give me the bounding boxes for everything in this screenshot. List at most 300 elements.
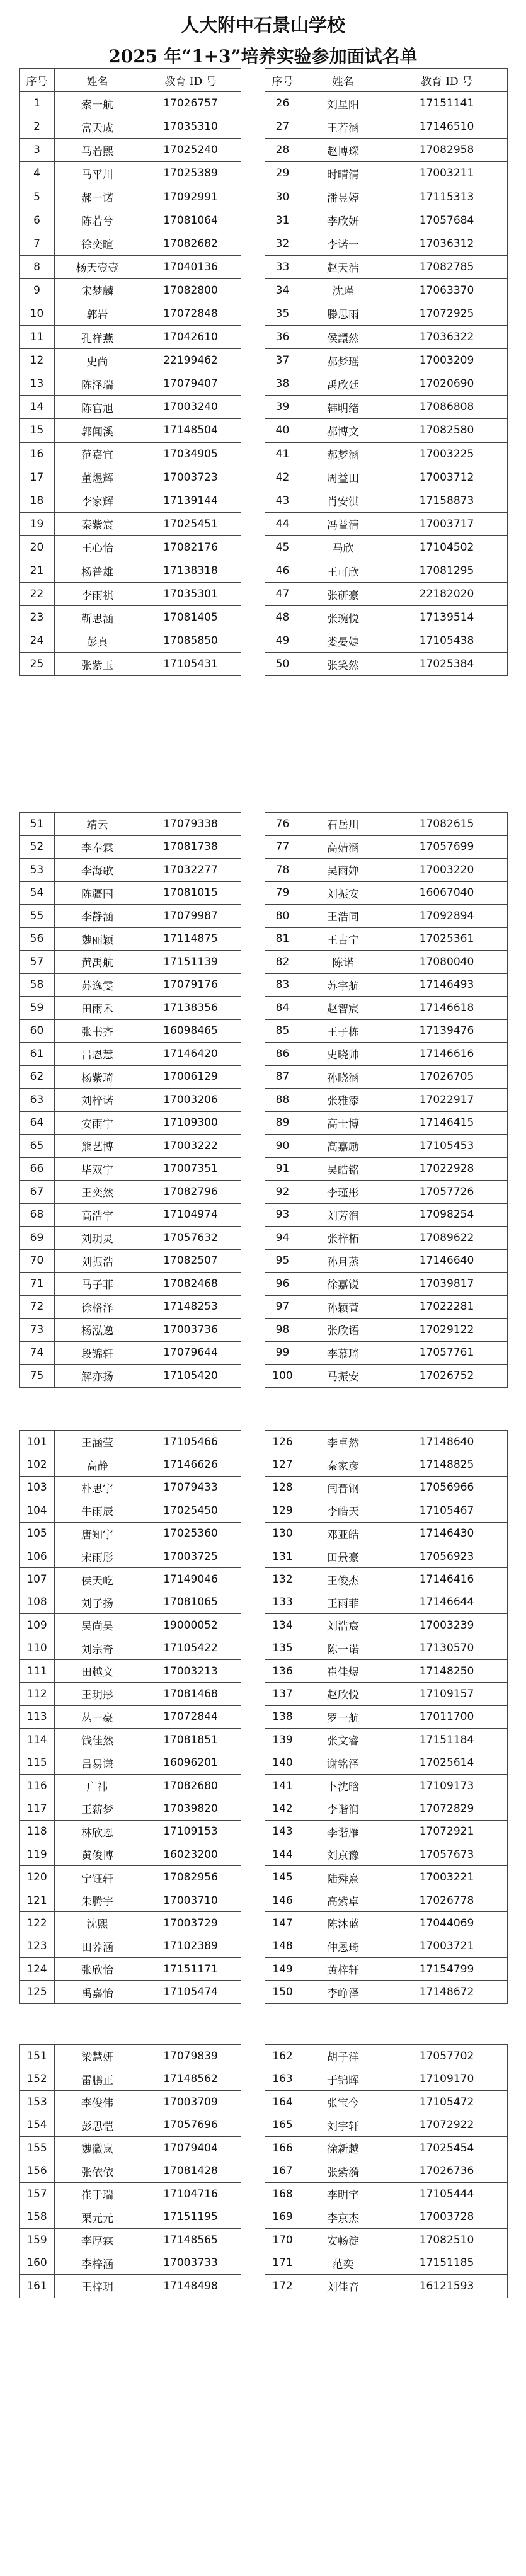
education-id: 17151141: [386, 92, 508, 115]
table-row: [20, 1889, 508, 1911]
table-row: [20, 209, 508, 232]
education-id: 17151171: [140, 1957, 241, 1980]
column-gap: [241, 1843, 265, 1866]
education-id: 17057696: [140, 2114, 241, 2137]
column-gap: [241, 1774, 265, 1797]
student-name: 史晓帅: [300, 1043, 386, 1066]
education-id: 17003709: [140, 2091, 241, 2114]
seq-number: 171: [265, 2252, 300, 2275]
student-name: 李明宇: [300, 2183, 386, 2206]
roster-table-4: [19, 2044, 508, 2298]
education-id: 17105420: [140, 1365, 241, 1388]
table-row: [20, 1866, 508, 1889]
education-id: 17026736: [386, 2160, 508, 2183]
student-name: 滕思雨: [300, 302, 386, 325]
education-id: 17022281: [386, 1295, 508, 1319]
student-name: 苏逸雯: [55, 973, 140, 997]
student-name: 赵天浩: [300, 255, 386, 278]
education-id: 17020690: [386, 372, 508, 396]
student-name: 卜沈晗: [300, 1774, 386, 1797]
seq-number: 32: [265, 232, 300, 255]
education-id: 17039817: [386, 1273, 508, 1296]
table-row: [20, 1751, 508, 1774]
column-gap: [241, 927, 265, 951]
education-id: 17022917: [386, 1089, 508, 1112]
student-name: 牛雨辰: [55, 1499, 140, 1522]
seq-number: 85: [265, 1019, 300, 1043]
column-gap: [241, 1957, 265, 1980]
header-name: 姓名: [55, 69, 140, 92]
student-name: 李厚霖: [55, 2229, 140, 2252]
column-gap: [241, 1912, 265, 1935]
column-gap: [241, 1043, 265, 1066]
education-id: 17057761: [386, 1341, 508, 1365]
seq-number: 9: [20, 278, 55, 302]
student-name: 杨紫琦: [55, 1065, 140, 1089]
student-name: 毕双宁: [55, 1157, 140, 1181]
seq-number: 164: [265, 2091, 300, 2114]
education-id: 17149046: [140, 1568, 241, 1591]
table-row: [20, 951, 508, 974]
seq-number: 81: [265, 927, 300, 951]
table-row: [20, 2068, 508, 2091]
column-gap: [241, 512, 265, 535]
education-id: 17003220: [386, 859, 508, 882]
table-row: [20, 1912, 508, 1935]
column-gap: [241, 255, 265, 278]
education-id: 22182020: [386, 583, 508, 606]
column-gap: [241, 1499, 265, 1522]
education-id: 17003729: [140, 1912, 241, 1935]
seq-number: 16: [20, 442, 55, 466]
column-gap: [241, 1319, 265, 1342]
seq-number: 57: [20, 951, 55, 974]
student-name: 丛一豪: [55, 1705, 140, 1728]
column-gap: [241, 372, 265, 396]
table-row: [20, 1135, 508, 1158]
education-id: 16098465: [140, 1019, 241, 1043]
education-id: 17082785: [386, 255, 508, 278]
seq-number: 12: [20, 349, 55, 372]
seq-number: 83: [265, 973, 300, 997]
table-row: [20, 1431, 508, 1453]
student-name: 时晴清: [300, 162, 386, 185]
column-gap: [241, 278, 265, 302]
student-name: 李京杰: [300, 2206, 386, 2229]
column-gap: [241, 2252, 265, 2275]
education-id: 17079404: [140, 2137, 241, 2160]
education-id: 17003712: [386, 466, 508, 489]
seq-number: 34: [265, 278, 300, 302]
seq-number: 99: [265, 1341, 300, 1365]
seq-number: 22: [20, 583, 55, 606]
column-gap: [241, 1089, 265, 1112]
column-gap: [241, 442, 265, 466]
column-gap: [241, 139, 265, 162]
seq-number: 160: [20, 2252, 55, 2275]
education-id: 17003239: [386, 1614, 508, 1637]
student-name: 王薪梦: [55, 1797, 140, 1820]
student-name: 高嘉励: [300, 1135, 386, 1158]
student-name: 张宝今: [300, 2091, 386, 2114]
student-name: 吴皓铭: [300, 1157, 386, 1181]
student-name: 钱佳然: [55, 1729, 140, 1751]
education-id: 16067040: [386, 881, 508, 905]
education-id: 17081015: [140, 881, 241, 905]
student-name: 彭真: [55, 629, 140, 653]
column-gap: [241, 1203, 265, 1227]
seq-number: 90: [265, 1135, 300, 1158]
seq-number: 124: [20, 1957, 55, 1980]
table-row: [20, 1157, 508, 1181]
seq-number: 6: [20, 209, 55, 232]
seq-number: 86: [265, 1043, 300, 1066]
student-name: 王可欣: [300, 559, 386, 582]
student-name: 王雨菲: [300, 1591, 386, 1613]
education-id: 17146640: [386, 1249, 508, 1273]
student-name: 张书齐: [55, 1019, 140, 1043]
seq-number: 51: [20, 813, 55, 836]
student-name: 陈一诺: [300, 1637, 386, 1659]
column-gap: [241, 1476, 265, 1499]
column-gap: [241, 951, 265, 974]
seq-number: 25: [20, 653, 55, 676]
student-name: 郝一诺: [55, 185, 140, 209]
student-name: 陈疆国: [55, 881, 140, 905]
column-gap: [241, 1249, 265, 1273]
education-id: 17057673: [386, 1843, 508, 1866]
student-name: 田雨禾: [55, 997, 140, 1020]
education-id: 17022928: [386, 1157, 508, 1181]
seq-number: 61: [20, 1043, 55, 1066]
education-id: 17036322: [386, 326, 508, 349]
seq-number: 8: [20, 255, 55, 278]
student-name: 周益田: [300, 466, 386, 489]
table-row: [20, 583, 508, 606]
education-id: 17003225: [386, 442, 508, 466]
column-gap: [241, 606, 265, 629]
student-name: 宋梦麟: [55, 278, 140, 302]
student-name: 宋雨彤: [55, 1545, 140, 1567]
table-row: [20, 92, 508, 115]
education-id: 17003723: [140, 466, 241, 489]
education-id: 17003733: [140, 2252, 241, 2275]
column-gap: [241, 69, 265, 92]
education-id: 17081428: [140, 2160, 241, 2183]
education-id: 17104974: [140, 1203, 241, 1227]
seq-number: 167: [265, 2160, 300, 2183]
education-id: 17148504: [140, 419, 241, 442]
student-name: 张欣怡: [55, 1957, 140, 1980]
education-id: 17026757: [140, 92, 241, 115]
education-id: 17003710: [140, 1889, 241, 1911]
seq-number: 79: [265, 881, 300, 905]
table-row: [20, 1797, 508, 1820]
seq-number: 128: [265, 1476, 300, 1499]
seq-number: 2: [20, 115, 55, 139]
education-id: 17104502: [386, 535, 508, 559]
table-row: [20, 1273, 508, 1296]
seq-number: 14: [20, 396, 55, 419]
student-name: 梁慧妍: [55, 2045, 140, 2068]
education-id: 17026705: [386, 1065, 508, 1089]
student-name: 郝梦涵: [300, 442, 386, 466]
student-name: 杨普雄: [55, 559, 140, 582]
column-gap: [241, 1111, 265, 1135]
table-row: [20, 1614, 508, 1637]
seq-number: 153: [20, 2091, 55, 2114]
student-name: 肖安淇: [300, 489, 386, 512]
table-row: [20, 2206, 508, 2229]
student-name: 秦紫宸: [55, 512, 140, 535]
education-id: 17104716: [140, 2183, 241, 2206]
student-name: 陈官旭: [55, 396, 140, 419]
seq-number: 78: [265, 859, 300, 882]
education-id: 17079176: [140, 973, 241, 997]
education-id: 17003221: [386, 1866, 508, 1889]
student-name: 孙晓涵: [300, 1065, 386, 1089]
education-id: 17151185: [386, 2252, 508, 2275]
education-id: 16121593: [386, 2275, 508, 2298]
student-name: 刘佳音: [300, 2275, 386, 2298]
column-gap: [241, 653, 265, 676]
seq-number: 168: [265, 2183, 300, 2206]
student-name: 刘振安: [300, 881, 386, 905]
education-id: 17146416: [386, 1568, 508, 1591]
student-name: 李谐雁: [300, 1820, 386, 1843]
table-row: [20, 559, 508, 582]
student-name: 张紫漪: [300, 2160, 386, 2183]
column-gap: [241, 396, 265, 419]
student-name: 徐新越: [300, 2137, 386, 2160]
seq-number: 41: [265, 442, 300, 466]
seq-number: 44: [265, 512, 300, 535]
student-name: 高士博: [300, 1111, 386, 1135]
education-id: 17114875: [140, 927, 241, 951]
education-id: 17006129: [140, 1065, 241, 1089]
header-name: 姓名: [300, 69, 386, 92]
seq-number: 163: [265, 2068, 300, 2091]
seq-number: 105: [20, 1522, 55, 1545]
seq-number: 36: [265, 326, 300, 349]
column-gap: [241, 859, 265, 882]
student-name: 郝梦瑶: [300, 349, 386, 372]
seq-number: 172: [265, 2275, 300, 2298]
student-name: 安雨宁: [55, 1111, 140, 1135]
column-gap: [241, 1614, 265, 1637]
education-id: 17003240: [140, 396, 241, 419]
education-id: 17151195: [140, 2206, 241, 2229]
education-id: 17139514: [386, 606, 508, 629]
education-id: 17138356: [140, 997, 241, 1020]
column-gap: [241, 349, 265, 372]
seq-number: 132: [265, 1568, 300, 1591]
column-gap: [241, 1981, 265, 2003]
education-id: 17092894: [386, 905, 508, 928]
table-row: [20, 1249, 508, 1273]
table-row: [20, 1705, 508, 1728]
student-name: 朴思宇: [55, 1476, 140, 1499]
column-gap: [241, 629, 265, 653]
seq-number: 107: [20, 1568, 55, 1591]
student-name: 李静涵: [55, 905, 140, 928]
seq-number: 158: [20, 2206, 55, 2229]
seq-number: 150: [265, 1981, 300, 2003]
student-name: 崔佳煜: [300, 1659, 386, 1682]
seq-number: 19: [20, 512, 55, 535]
column-gap: [241, 1935, 265, 1957]
student-name: 杨泓逸: [55, 1319, 140, 1342]
seq-number: 66: [20, 1157, 55, 1181]
student-name: 闫晋钢: [300, 1476, 386, 1499]
header-id: 教育 ID 号: [140, 69, 241, 92]
table-row: [20, 973, 508, 997]
education-id: 17025384: [386, 653, 508, 676]
table-row: [20, 2114, 508, 2137]
column-gap: [241, 1227, 265, 1250]
table-row: [20, 1365, 508, 1388]
seq-number: 60: [20, 1019, 55, 1043]
column-gap: [241, 419, 265, 442]
student-name: 张雅添: [300, 1089, 386, 1112]
student-name: 马欣: [300, 535, 386, 559]
seq-number: 170: [265, 2229, 300, 2252]
education-id: 17148253: [140, 1295, 241, 1319]
seq-number: 73: [20, 1319, 55, 1342]
student-name: 熊艺博: [55, 1135, 140, 1158]
student-name: 史尚: [55, 349, 140, 372]
student-name: 徐奕暄: [55, 232, 140, 255]
seq-number: 77: [265, 835, 300, 859]
seq-number: 121: [20, 1889, 55, 1911]
student-name: 王奕然: [55, 1181, 140, 1204]
education-id: 17109170: [386, 2068, 508, 2091]
education-id: 17025361: [386, 927, 508, 951]
student-name: 侯譞然: [300, 326, 386, 349]
table-row: [20, 278, 508, 302]
column-gap: [241, 2275, 265, 2298]
student-name: 苏宇航: [300, 973, 386, 997]
education-id: 17072922: [386, 2114, 508, 2137]
student-name: 赵博琛: [300, 139, 386, 162]
education-id: 17086808: [386, 396, 508, 419]
column-gap: [241, 326, 265, 349]
column-gap: [241, 2229, 265, 2252]
education-id: 17105474: [140, 1981, 241, 2003]
education-id: 17105431: [140, 653, 241, 676]
student-name: 罗一航: [300, 1705, 386, 1728]
education-id: 17139476: [386, 1019, 508, 1043]
column-gap: [241, 1591, 265, 1613]
header-seq: 序号: [20, 69, 55, 92]
education-id: 17082615: [386, 813, 508, 836]
student-name: 娄晏婕: [300, 629, 386, 653]
education-id: 17081064: [140, 209, 241, 232]
student-name: 孔祥燕: [55, 326, 140, 349]
education-id: 17039820: [140, 1797, 241, 1820]
education-id: 17139144: [140, 489, 241, 512]
education-id: 17151139: [140, 951, 241, 974]
student-name: 王浩同: [300, 905, 386, 928]
education-id: 17146616: [386, 1043, 508, 1066]
student-name: 于锦晖: [300, 2068, 386, 2091]
seq-number: 154: [20, 2114, 55, 2137]
education-id: 17082510: [386, 2229, 508, 2252]
table-row: [20, 1522, 508, 1545]
table-row: [20, 466, 508, 489]
seq-number: 43: [265, 489, 300, 512]
seq-number: 129: [265, 1499, 300, 1522]
column-gap: [241, 1820, 265, 1843]
education-id: 17079338: [140, 813, 241, 836]
roster-table-1: [19, 68, 508, 676]
student-name: 郭闻溪: [55, 419, 140, 442]
student-name: 刘浩宸: [300, 1614, 386, 1637]
education-id: 17105467: [386, 1499, 508, 1522]
column-gap: [241, 1659, 265, 1682]
education-id: 17082956: [140, 1866, 241, 1889]
student-name: 李奉霖: [55, 835, 140, 859]
education-id: 17003211: [386, 162, 508, 185]
seq-number: 138: [265, 1705, 300, 1728]
student-name: 禹嘉怡: [55, 1981, 140, 2003]
column-gap: [241, 535, 265, 559]
column-gap: [241, 1295, 265, 1319]
seq-number: 166: [265, 2137, 300, 2160]
seq-number: 108: [20, 1591, 55, 1613]
student-name: 陈若兮: [55, 209, 140, 232]
table-row: [20, 1729, 508, 1751]
education-id: 17003222: [140, 1135, 241, 1158]
column-gap: [241, 185, 265, 209]
student-name: 禹欣廷: [300, 372, 386, 396]
list-title: 2025 年“1+3”培养实验参加面试名单: [108, 46, 418, 67]
table-row: [20, 302, 508, 325]
table-row: [20, 1499, 508, 1522]
seq-number: 58: [20, 973, 55, 997]
seq-number: 64: [20, 1111, 55, 1135]
column-gap: [241, 1365, 265, 1388]
education-id: 17029122: [386, 1319, 508, 1342]
table-row: [20, 1453, 508, 1476]
seq-number: 103: [20, 1476, 55, 1499]
seq-number: 45: [265, 535, 300, 559]
seq-number: 23: [20, 606, 55, 629]
student-name: 宁钰轩: [55, 1866, 140, 1889]
table-row: [20, 1203, 508, 1227]
education-id: 17109153: [140, 1820, 241, 1843]
seq-number: 122: [20, 1912, 55, 1935]
education-id: 19000052: [140, 1614, 241, 1637]
seq-number: 76: [265, 813, 300, 836]
education-id: 17146493: [386, 973, 508, 997]
education-id: 17105438: [386, 629, 508, 653]
seq-number: 48: [265, 606, 300, 629]
student-name: 李谐润: [300, 1797, 386, 1820]
seq-number: 29: [265, 162, 300, 185]
seq-number: 37: [265, 349, 300, 372]
education-id: 17146430: [386, 1522, 508, 1545]
seq-number: 54: [20, 881, 55, 905]
education-id: 17082580: [386, 419, 508, 442]
student-name: 刘宇轩: [300, 2114, 386, 2137]
column-gap: [241, 905, 265, 928]
education-id: 17079407: [140, 372, 241, 396]
education-id: 17057699: [386, 835, 508, 859]
student-name: 王俊杰: [300, 1568, 386, 1591]
education-id: 17025389: [140, 162, 241, 185]
education-id: 17072921: [386, 1820, 508, 1843]
